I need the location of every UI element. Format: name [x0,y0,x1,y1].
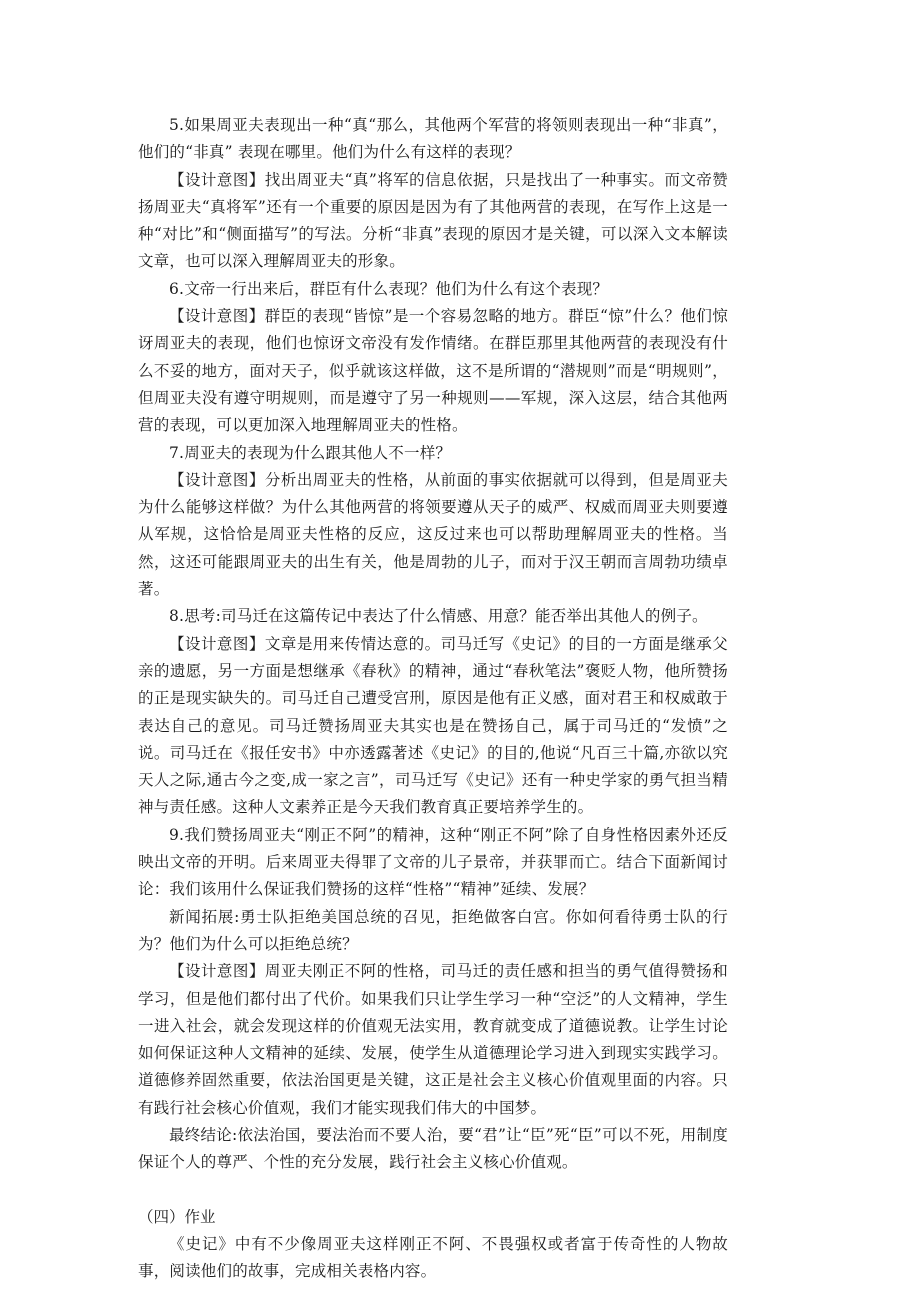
document-page [138,112,728,1285]
question-6: 6.文帝一行出来后，群臣有什么表现？他们为什么有这个表现？ [169,279,609,298]
final-conclusion: 最终结论:依法治国，要法治而不要人治，要“君”让“臣”死“臣”可以不死，用制度保证个人的尊严、个性的充分发展，践行社会主义核心价值观。 [138,1125,728,1172]
design-intent-6: 【设计意图】群臣的表现“皆惊”是一个容易忽略的地方。群臣“惊”什么？他们惊讶周亚夫的表现，他们也惊讶文帝没有发作情绪。在群臣那里其他两营的表现没有什么不妥的地方，面对天子，似乎就该这样做，这不是所谓的“潜规则”而是“明规则”，但周亚夫没有遵守明规则，而是遵守了另一种规则——军规，深入这层，结合其他两营的表现，可以更加深入地理解周亚夫的性格。 [138,307,728,435]
design-intent-5: 【设计意图】找出周亚夫“真”将军的信息依据，只是找出了一种事实。而文帝赞扬周亚夫“真将军”还有一个重要的原因是因为有了其他两营的表现，在写作上这是一种“对比”和“侧面描写”的写法。分析“非真”表现的原因才是关键，可以深入文本解读文章，也可以深入理解周亚夫的形象。 [138,170,728,271]
homework-heading: （四）作业 [138,1207,216,1226]
design-intent-7: 【设计意图】分析出周亚夫的性格，从前面的事实依据就可以得到，但是周亚夫为什么能够这样做？为什么其他两营的将领要遵从天子的威严、权威而周亚夫则要遵从军规，这恰恰是周亚夫性格的反应，这反过来也可以帮助理解周亚夫的性格。当然，这还可能跟周亚夫的出生有关，他是周勃的儿子，而对于汉王朝而言周勃功绩卓著。 [138,470,728,599]
news-extension: 新闻拓展:勇士队拒绝美国总统的召见，拒绝做客白宫。你如何看待勇士队的行为？他们为什么可以拒绝总统？ [138,907,728,953]
homework-body: 《史记》中有不少像周亚夫这样刚正不阿、不畏强权或者富于传奇性的人物故事，阅读他们的故事，完成相关表格内容。 [138,1234,728,1281]
design-intent-9: 【设计意图】周亚夫刚正不阿的性格，司马迁的责任感和担当的勇气值得赞扬和学习，但是他们都付出了代价。如果我们只让学生学习一种“空泛”的人文精神，学生一进入社会，就会发现这样的价值观无法实用，教育就变成了道德说教。让学生讨论如何保证这种人文精神的延续、发展，使学生从道德理论学习进入到现实实践学习。道德修养固然重要，依法治国更是关键，这正是社会主义核心价值观里面的内容。只有践行社会核心价值观，我们才能实现我们伟大的中国梦。 [138,962,728,1117]
question-9: 9.我们赞扬周亚夫“刚正不阿”的精神，这种“刚正不阿”除了自身性格因素外还反映出文帝的开明。后来周亚夫得罪了文帝的儿子景帝，并获罪而亡。结合下面新闻讨论：我们该用什么保证我们赞扬的这样“性格”“精神”延续、发展？ [138,825,728,899]
question-7: 7.周亚夫的表现为什么跟其他人不一样？ [169,443,452,462]
design-intent-8: 【设计意图】文章是用来传情达意的。司马迁写《史记》的目的一方面是继承父亲的遗愿，另一方面是想继承《春秋》的精神，通过“春秋笔法”褒贬人物，他所赞扬的正是现实缺失的。司马迁自己遭受宫刑，原因是他有正义感，面对君王和权威敢于表达自己的意见。司马迁赞扬周亚夫其实也是在赞扬自己，属于司马迁的“发愤”之说。司马迁在《报任安书》中亦透露著述《史记》的目的,他说“凡百三十篇,亦欲以究天人之际,通古今之变,成一家之言”，司马迁写《史记》还有一种史学家的勇气担当精神与责任感。这种人文素养正是今天我们教育真正要培养学生的。 [138,634,728,817]
question-8: 8.思考:司马迁在这篇传记中表达了什么情感、用意？能否举出其他人的例子。 [169,607,708,626]
question-5: 5.如果周亚夫表现出一种“真“那么，其他两个军营的将领则表现出一种“非真”，他们的“非真” 表现在哪里。他们为什么有这样的表现？ [138,116,728,162]
